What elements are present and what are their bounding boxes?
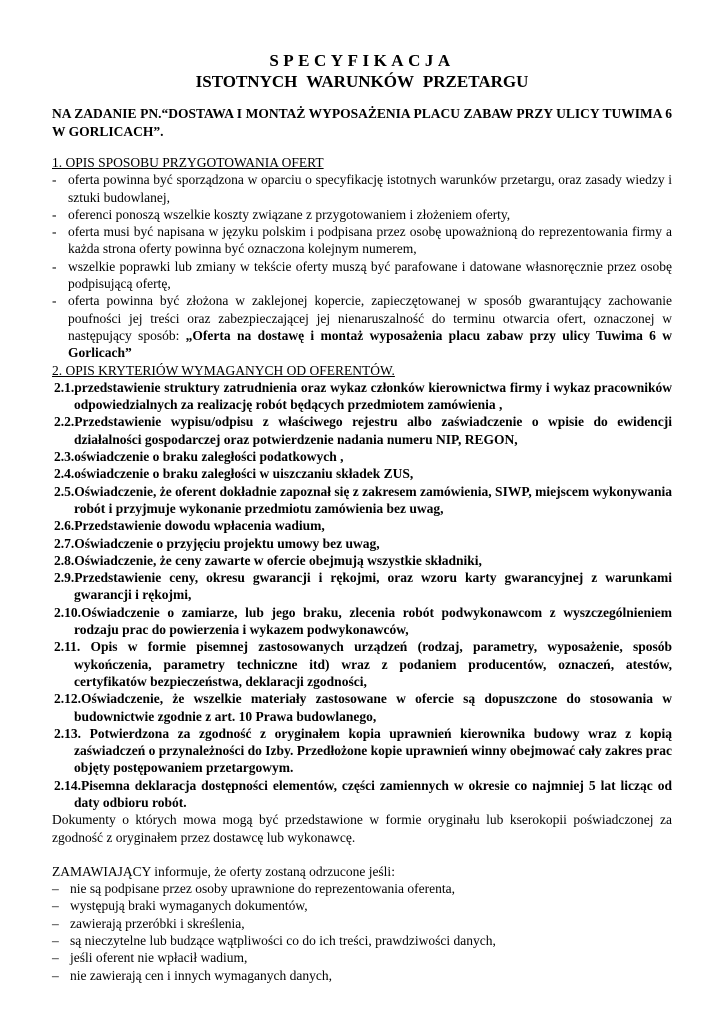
criteria-item: 2.13. Potwierdzona za zgodność z oryginałem kopia uprawnień kierownika budowy wraz z kopią zaświadczeń o przynależności do Izby. Przedłożone kopie uprawnień winny obejmować cały zakres prac objęty postępowaniem przetargowym. xyxy=(54,725,672,776)
criteria-item: 2.9.Przedstawienie ceny, okresu gwarancji i rękojmi, oraz wzoru karty gwarancyjnej z warunkami gwarancji i rękojmi, xyxy=(54,570,672,603)
section-1-list xyxy=(52,171,672,361)
list-item: - oferta musi być napisana w języku polskim i podpisana przez osobę upoważnioną do reprezentowania firmy a każda strona oferty powinna być oznaczona kolejnym numerem, xyxy=(52,223,672,258)
criteria-item: 2.8.Oświadczenie, że ceny zawarte w ofercie obejmują wszystkie składniki, xyxy=(54,552,482,568)
list-item: – występują braki wymaganych dokumentów, xyxy=(52,897,672,914)
rejection-list xyxy=(52,880,672,984)
criteria-item: 2.12.Oświadczenie, że wszelkie materiały zastosowane w ofercie są dopuszczone do stosowania w budownictwie zgodnie z art. 10 Prawa budowlanego, xyxy=(54,691,672,724)
list-item-text: oferta powinna być złożona w zaklejonej kopercie, zapieczętowanej w sposób gwarantujący zachowanie poufności jej treści oraz zabezpieczającej jej nienaruszalność do terminu otwarcia ofert, oznaczonej w następujący sposób: xyxy=(68,293,672,343)
section-1 xyxy=(52,154,672,362)
criteria-item: 2.6.Przedstawienie dowodu wpłacenia wadium, xyxy=(54,518,325,534)
section-2 xyxy=(52,362,672,846)
criteria-item: 2.3.oświadczenie o braku zaległości podatkowych , xyxy=(54,449,344,465)
document-subtitle: ISTOTNYCH WARUNKÓW PRZETARGU xyxy=(195,72,529,91)
document-title: SPECYFIKACJA xyxy=(269,51,455,70)
documents-note: Dokumenty o których mowa mogą być przedstawione w formie oryginału lub kserokopii poświadczonej za zgodność z oryginałem przez dostawcę lub wykonawcę. xyxy=(52,812,672,845)
criteria-item: 2.11. Opis w formie pisemnej zastosowanych urządzeń (rodzaj, parametry, wyposażenie, sposób wykończenia, parametry techniczne itd) wraz z podaniem producentów, oznaczeń, atestów, certyfikatów bezpieczeństwa, deklaracji zgodności, xyxy=(54,639,672,689)
list-item: – zawierają przeróbki i skreślenia, xyxy=(52,915,672,932)
list-item: - oferenci ponoszą wszelkie koszty związane z przygotowaniem i złożeniem oferty, xyxy=(52,206,672,223)
list-item: – nie zawierają cen i innych wymaganych danych, xyxy=(52,967,672,984)
criteria-item: 2.10.Oświadczenie o zamiarze, lub jego braku, zlecenia robót podwykonawcom z wyszczególnieniem rodzaju prac do powierzenia i wykazem podwykonawców, xyxy=(54,604,672,638)
list-item: – nie są podpisane przez osoby uprawnione do reprezentowania oferenta, xyxy=(52,880,672,897)
section-1-heading: 1. OPIS SPOSOBU PRZYGOTOWANIA OFERT xyxy=(52,155,324,170)
rejection-section xyxy=(52,863,672,984)
criteria-item: 2.4.oświadczenie o braku zaległości w uiszczaniu składek ZUS, xyxy=(54,466,414,482)
criteria-item: 2.14.Pisemna deklaracja dostępności elementów, części zamiennych w okresie co najmniej 5 lat licząc od daty odbioru robót. xyxy=(54,777,672,810)
list-item: - wszelkie poprawki lub zmiany w tekście oferty muszą być parafowane i datowane własnoręcznie przez osobę podpisującą ofertę, xyxy=(52,258,672,293)
offer-envelope-label: „Oferta na dostawę i montaż wyposażenia placu zabaw przy ulicy Tuwima 6 w Gorlicach” xyxy=(68,327,672,361)
criteria-item: 2.5.Oświadczenie, że oferent dokładnie zapoznał się z zakresem zamówienia, SIWP, miejscem wykonywania robót i przyjmuje wykonanie przedmiotu zamówienia bez uwag, xyxy=(54,483,672,516)
criteria-item: 2.1.przedstawienie struktury zatrudnienia oraz wykaz członków kierownictwa firmy i wykaz pracowników odpowiedzialnych za realizację robót będących przedmiotem zamówienia , xyxy=(54,379,672,413)
task-name: NA ZADANIE PN.“DOSTAWA I MONTAŻ WYPOSAŻENIA PLACU ZABAW PRZY ULICY TUWIMA 6 W GORLICACH”. xyxy=(52,106,672,139)
criteria-item: 2.2.Przedstawienie wypisu/odpisu z właściwego rejestru albo zaświadczenie o wpisie do ewidencji działalności gospodarczej oraz potwierdzenie nadania numeru NIP, REGON, xyxy=(54,414,672,447)
criteria-item: 2.7.Oświadczenie o przyjęciu projektu umowy bez uwag, xyxy=(54,535,380,551)
list-item: - oferta powinna być sporządzona w oparciu o specyfikację istotnych warunków przetargu, oraz zasady wiedzy i sztuki budowlanej, xyxy=(52,171,672,206)
document-page xyxy=(52,50,672,984)
section-2-heading: 2. OPIS KRYTERIÓW WYMAGANYCH OD OFERENTÓW. xyxy=(52,362,395,378)
rejection-intro: ZAMAWIAJĄCY informuje, że oferty zostaną odrzucone jeśli: xyxy=(52,863,395,879)
list-item xyxy=(52,292,672,361)
list-item: – są nieczytelne lub budzące wątpliwości co do ich treści, prawdziwości danych, xyxy=(52,932,672,949)
list-item: – jeśli oferent nie wpłacił wadium, xyxy=(52,949,672,966)
criteria-list xyxy=(52,379,672,811)
